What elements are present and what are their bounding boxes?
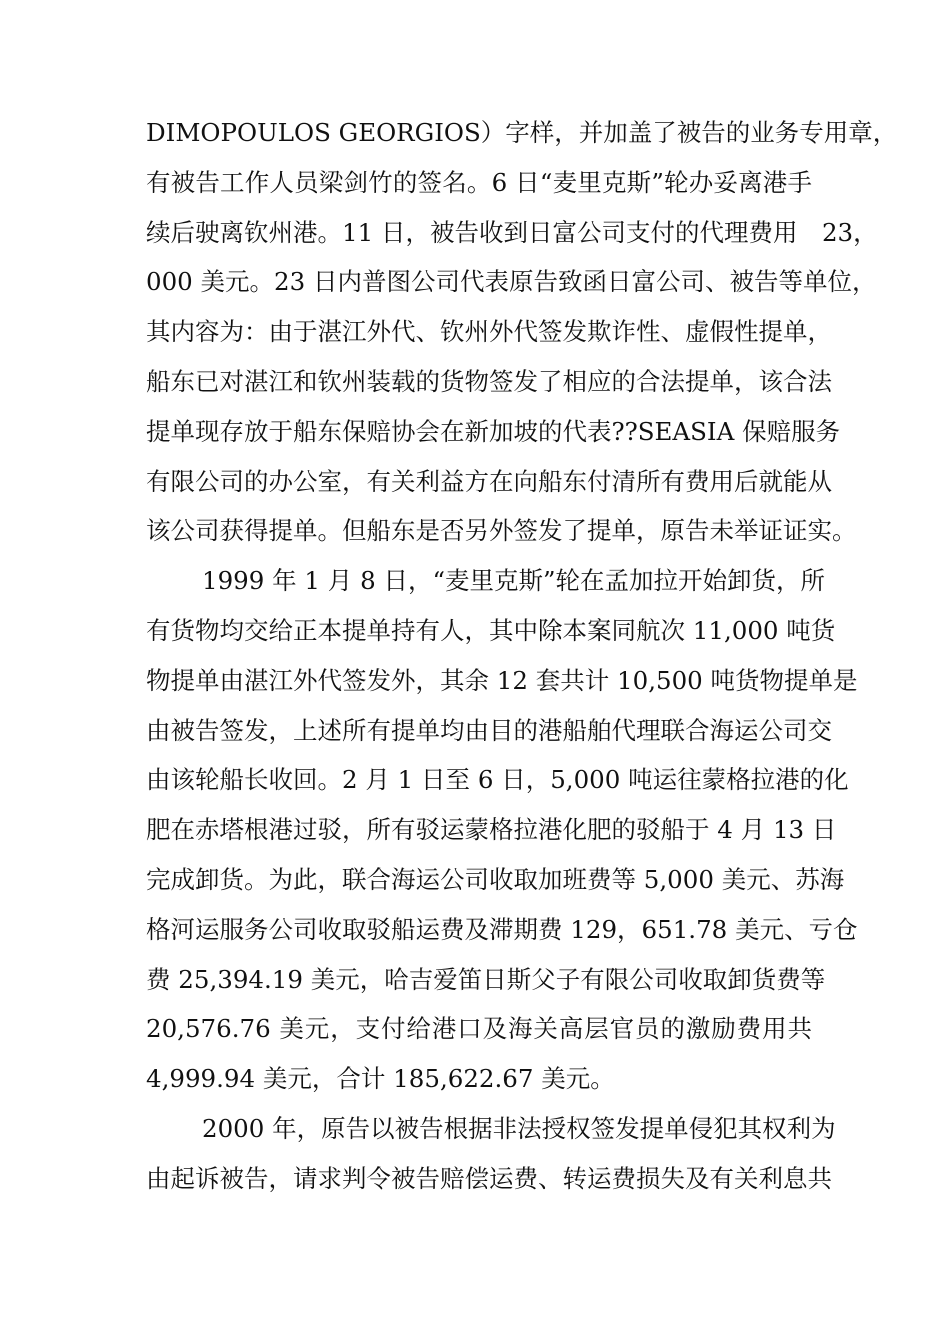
text-line: 4,999.94 美元，合计 185,622.67 美元。: [146, 1064, 615, 1094]
text-line: 该公司获得提单。但船东是否另外签发了提单，原告未举证证实。: [146, 516, 857, 546]
text-line: DIMOPOULOS GEORGIOS）字样，并加盖了被告的业务专用章，: [146, 118, 898, 147]
text-line: 物提单由湛江外代签发外，其余 12 套共计 10,500 吨货物提单是: [146, 665, 858, 695]
paragraph-start-line: 1999 年 1 月 8 日，“麦里克斯”轮在孟加拉开始卸货，所: [202, 566, 826, 596]
paragraph-start-line: 2000 年，原告以被告根据非法授权签发提单侵犯其权利为: [202, 1113, 836, 1143]
text-line: 续后驶离钦州港。11 日，被告收到日富公司支付的代理费用 23，: [146, 217, 878, 247]
text-line: 肥在赤塔根港过驳，所有驳运蒙格拉港化肥的驳船于 4 月 13 日: [146, 815, 837, 845]
text-line: 由该轮船长收回。2 月 1 日至 6 日，5,000 吨运往蒙格拉港的化: [146, 765, 849, 795]
text-line: 由起诉被告，请求判令被告赔偿运费、转运费损失及有关利息共: [146, 1163, 832, 1193]
text-line: 有货物均交给正本提单持有人，其中除本案同航次 11,000 吨货: [146, 615, 836, 645]
text-line: 20,576.76 美元，支付给港口及海关高层官员的激励费用共: [146, 1014, 812, 1044]
text-line: 000 美元。23 日内普图公司代表原告致函日富公司、被告等单位，: [146, 267, 877, 297]
text-line: 费 25,394.19 美元，哈吉爱笛日斯父子有限公司收取卸货费等: [146, 964, 826, 994]
text-line: 提单现存放于船东保赔协会在新加坡的代表??SEASIA 保赔服务: [146, 416, 841, 446]
text-line: 船东已对湛江和钦州装载的货物签发了相应的合法提单，该合法: [146, 366, 832, 396]
text-line: 由被告签发，上述所有提单均由目的港船舶代理联合海运公司交: [146, 715, 832, 745]
text-line: 有限公司的办公室，有关利益方在向船东付清所有费用后就能从: [146, 466, 832, 496]
text-line: 完成卸货。为此，联合海运公司收取加班费等 5,000 美元、苏海: [146, 864, 845, 894]
text-line: 格河运服务公司收取驳船运费及滞期费 129，651.78 美元、亏仓: [146, 914, 858, 944]
text-line: 其内容为：由于湛江外代、钦州外代签发欺诈性、虚假性提单，: [146, 317, 832, 347]
body-text: [146, 108, 898, 1204]
text-line: 有被告工作人员梁剑竹的签名。6 日“麦里克斯”轮办妥离港手: [146, 167, 812, 197]
